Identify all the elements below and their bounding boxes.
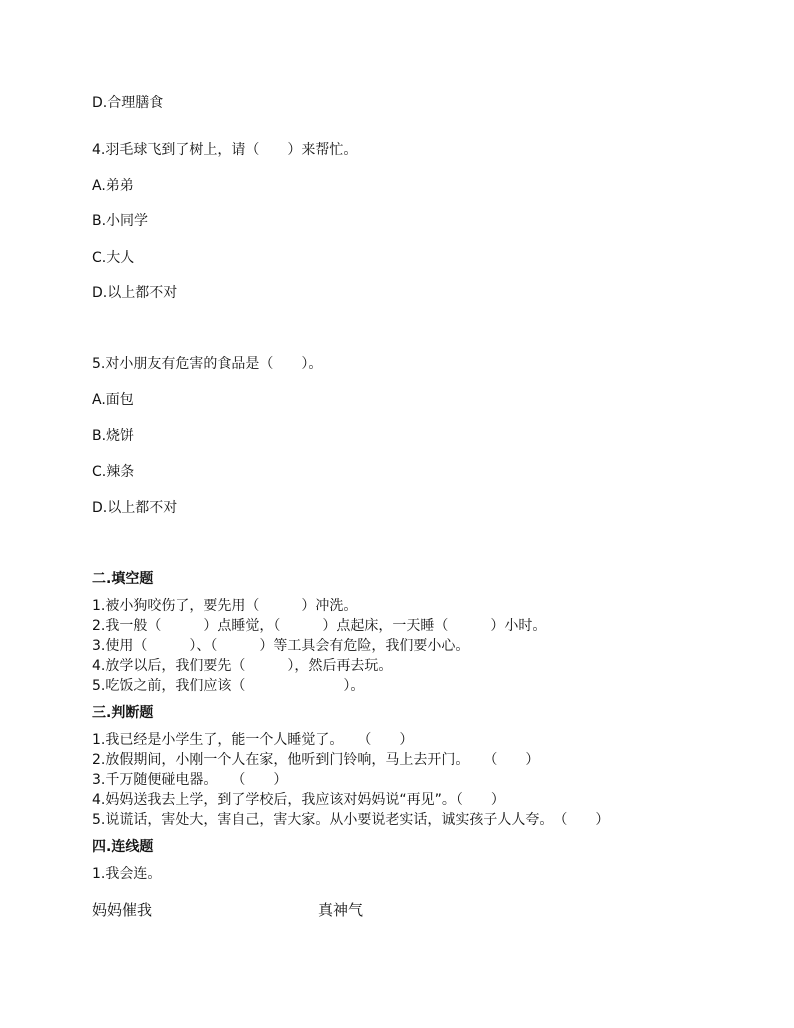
q5-option-a: A.面包 [92,392,134,408]
judge-item-4: 4.妈妈送我去上学，到了学校后，我应该对妈妈说“再见”。（ ） [92,792,505,808]
fill-section-title: 二.填空题 [92,571,154,587]
q4-option-c: C.大人 [92,250,135,266]
q4-option-a: A.弟弟 [92,178,134,194]
judge-item-2: 2.放假期间，小刚一个人在家，他听到门铃响，马上去开门。 （ ） [92,752,540,768]
fill-item-5: 5.吃饭之前，我们应该（ ）。 [92,678,365,694]
fill-item-1: 1.被小狗咬伤了，要先用（ ）冲洗。 [92,598,358,614]
q4-stem: 4.羽毛球飞到了树上，请（ ）来帮忙。 [92,142,358,158]
q4-option-b: B.小同学 [92,213,149,229]
match-right-item: 真神气 [318,901,364,919]
q4-option-d: D.以上都不对 [92,285,178,301]
fill-item-3: 3.使用（ ）、（ ）等工具会有危险，我们要小心。 [92,638,470,654]
q5-option-c: C.辣条 [92,464,135,480]
q5-stem: 5.对小朋友有危害的食品是（ ）。 [92,356,323,372]
judge-item-3: 3.千万随便碰电器。 （ ） [92,772,288,788]
q5-option-d: D.以上都不对 [92,500,178,516]
q5-option-b: B.烧饼 [92,428,135,444]
match-left-item: 妈妈催我 [92,901,153,919]
judge-item-1: 1.我已经是小学生了，能一个人睡觉了。 （ ） [92,732,414,748]
fill-item-4: 4.放学以后，我们要先（ ），然后再去玩。 [92,658,393,674]
q3-option-d: D.合理膳食 [92,95,164,111]
judge-section-title: 三.判断题 [92,705,154,721]
match-section-title: 四.连线题 [92,839,154,855]
judge-item-5: 5.说谎话，害处大，害自己，害大家。从小要说老实话，诚实孩子人人夸。 （ ） [92,812,610,828]
fill-item-2: 2.我一般（ ）点睡觉，（ ）点起床，一天睡（ ）小时。 [92,618,547,634]
match-instruction: 1.我会连。 [92,866,162,882]
